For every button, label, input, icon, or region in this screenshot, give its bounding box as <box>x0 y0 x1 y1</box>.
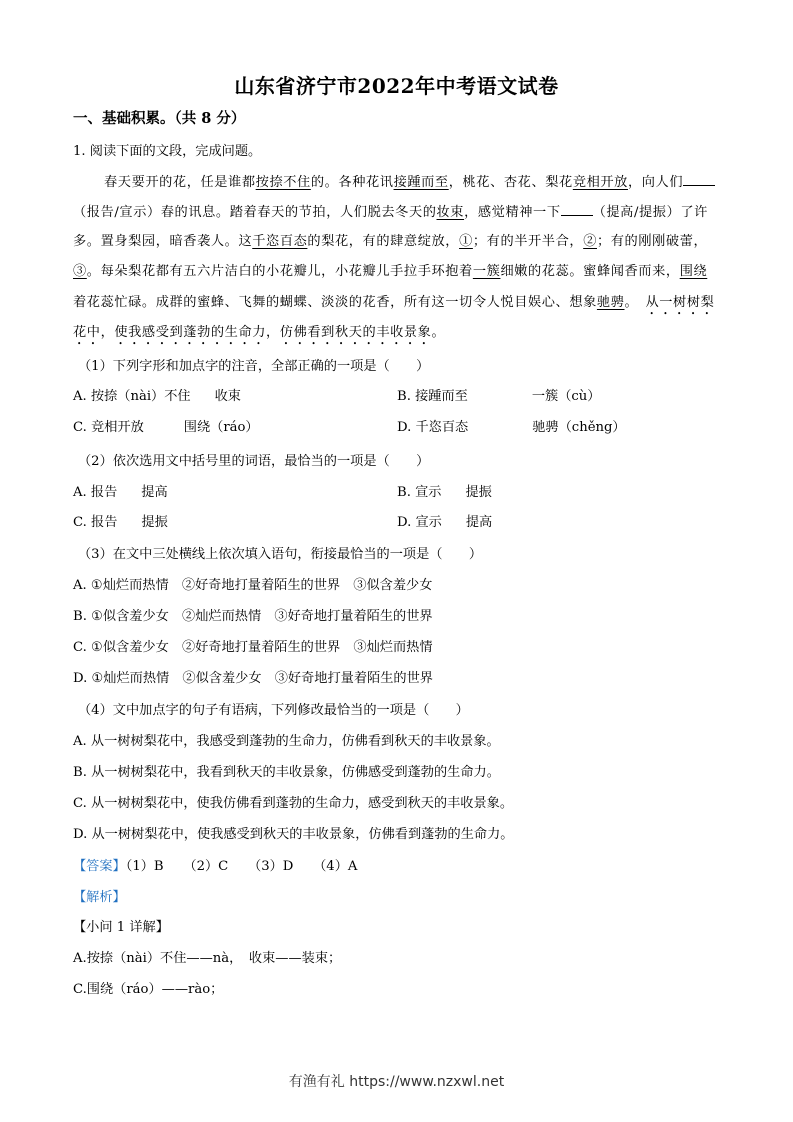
passage-text: 的梨花，有的肆意绽放， <box>307 234 460 249</box>
option-text: C. 报告 <box>73 515 118 530</box>
passage-line-2 <box>73 203 708 222</box>
option-text: 驰骋（chěng） <box>532 420 626 435</box>
analysis-label: 【解析】 <box>73 890 126 905</box>
option-text: D. 宣示 <box>397 515 442 530</box>
detail-line-c: C.围绕（ráo）——rào； <box>73 982 224 997</box>
passage-text: ，感觉精神一下 <box>464 205 561 220</box>
dotted-sentence: 花中，使我感受到蓬勃的生命力，仿佛看到秋天的丰收景象。 <box>73 325 446 340</box>
option-c: C. ①似含羞少女 ②好奇地打量着陌生的世界 ③灿烂而热情 <box>73 640 433 655</box>
sub-question-2-stem: （2）依次选用文中括号里的词语，最恰当的一项是（ ） <box>78 454 430 469</box>
detail-heading: 【小问 1 详解】 <box>73 920 169 935</box>
option-d: D. ①灿烂而热情 ②似含羞少女 ③好奇地打量着陌生的世界 <box>73 671 433 686</box>
underlined-word: 千恣百态 <box>252 234 308 249</box>
option-text: D. 千恣百态 <box>397 420 469 435</box>
option-text: 围绕（ráo） <box>183 420 259 435</box>
option-c <box>73 419 259 437</box>
passage-text: ；有的半开半合， <box>472 234 584 249</box>
fill-blank <box>683 173 715 186</box>
option-b <box>397 484 492 502</box>
option-b <box>397 388 600 406</box>
passage-text: 春天要开的花，任是谁都 <box>104 175 256 190</box>
blank-marker-3: ③ <box>73 264 87 279</box>
option-text: 提振 <box>141 515 168 530</box>
underlined-word: 接踵而至 <box>393 175 449 190</box>
fill-blank <box>561 203 593 216</box>
underlined-word: 妆束 <box>436 205 465 220</box>
option-text: 一簇（cù） <box>531 389 601 404</box>
passage-text: 。每朵梨花都有五六片洁白的小花瓣儿，小花瓣儿手拉手环抱着 <box>86 264 473 279</box>
answer-text: （1）B （2）C （3）D （4）A <box>125 859 358 874</box>
option-c <box>73 514 168 532</box>
passage-text: 的。各种花讯 <box>310 175 394 190</box>
passage-text: 多。置身梨园，暗香袭人。这 <box>73 234 253 249</box>
option-b: B. 从一树树梨花中，我看到秋天的丰收景象，仿佛感受到蓬勃的生命力。 <box>73 765 500 780</box>
passage-line-3 <box>73 233 707 251</box>
option-c: C. 从一树树梨花中，使我仿佛看到蓬勃的生命力，感受到秋天的丰收景象。 <box>73 796 514 811</box>
option-text: 提振 <box>465 485 492 500</box>
option-text: C. 竞相开放 <box>73 420 144 435</box>
analysis-line <box>73 889 126 907</box>
option-d <box>397 514 492 532</box>
passage-text: 。 <box>624 295 632 310</box>
passage-line-6 <box>73 324 445 348</box>
underlined-word: 驰骋 <box>596 295 625 310</box>
passage-line-5 <box>73 294 714 318</box>
blank-marker-1: ① <box>459 234 473 249</box>
option-text: B. 接踵而至 <box>397 389 468 404</box>
option-d: D. 从一树树梨花中，使我感受到秋天的丰收景象，仿佛看到蓬勃的生命力。 <box>73 827 514 842</box>
option-text: 收束 <box>214 389 241 404</box>
option-text: A. 报告 <box>73 485 118 500</box>
passage-text: 着花蕊忙碌。成群的蜜蜂、飞舞的蝴蝶、淡淡的花香，所有这一切令人悦目娱心、想象 <box>73 295 597 310</box>
answer-label: 【答案】 <box>73 859 126 874</box>
option-a <box>73 388 241 406</box>
option-text: 提高 <box>465 515 493 530</box>
passage-text: 细嫩的花蕊。蜜蜂闻香而来， <box>500 264 680 279</box>
detail-line-a: A.按捺（nài）不住——nà， 收束——装束； <box>73 951 342 966</box>
underlined-word: 围绕 <box>679 264 708 279</box>
option-a <box>73 484 168 502</box>
option-a: A. 从一树树梨花中，我感受到蓬勃的生命力，仿佛看到秋天的丰收景象。 <box>73 734 500 749</box>
dotted-sentence: 从一树树梨 <box>645 295 715 310</box>
passage-line-1 <box>104 173 715 192</box>
underlined-word: 按捺不住 <box>255 175 311 190</box>
question-1-intro: 1. 阅读下面的文段，完成问题。 <box>73 144 262 159</box>
sub-question-4-stem: （4）文中加点字的句子有语病，下列修改最恰当的一项是（ ） <box>78 703 469 718</box>
page-title: 山东省济宁市2022年中考语文试卷 <box>234 74 559 98</box>
blank-marker-2: ② <box>583 234 597 249</box>
passage-text: （提高/提振）了许 <box>592 205 708 220</box>
sub-question-3-stem: （3）在文中三处横线上依次填入语句，衔接最恰当的一项是（ ） <box>78 547 483 562</box>
answer-line <box>73 858 357 876</box>
passage-line-4 <box>73 263 707 281</box>
section-heading: 一、基础积累。（共 8 分） <box>73 110 246 127</box>
option-text: B. 宣示 <box>397 485 442 500</box>
option-d <box>397 419 626 437</box>
footer-watermark: 有渔有礼 https://www.nzxwl.net <box>288 1074 505 1090</box>
passage-text: ，桃花、杏花、梨花 <box>448 175 573 190</box>
underlined-word: 一簇 <box>472 264 501 279</box>
passage-text: ；有的刚刚破蕾， <box>596 234 708 249</box>
sub-question-1-stem: （1）下列字形和加点字的注音，全部正确的一项是（ ） <box>78 359 430 374</box>
option-a: A. ①灿烂而热情 ②好奇地打量着陌生的世界 ③似含羞少女 <box>73 578 433 593</box>
option-b: B. ①似含羞少女 ②灿烂而热情 ③好奇地打量着陌生的世界 <box>73 609 433 624</box>
underlined-word: 竞相开放 <box>572 175 628 190</box>
passage-text: ，向人们 <box>627 175 684 190</box>
option-text: 提高 <box>141 485 168 500</box>
passage-text: （报告/宣示）春的讯息。踏着春天的节拍，人们脱去冬天的 <box>73 205 437 220</box>
option-text: A. 按捺（nài）不住 <box>73 389 191 404</box>
